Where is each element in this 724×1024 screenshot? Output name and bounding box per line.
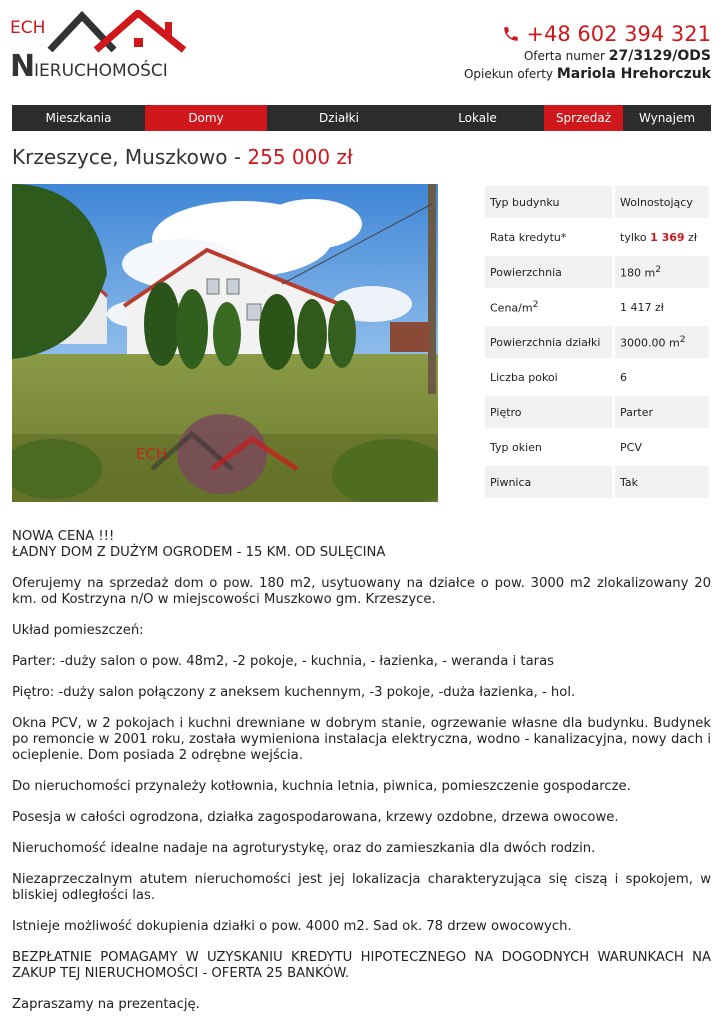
company-logo[interactable] <box>10 10 195 82</box>
detail-value: 1 417 zł <box>620 300 664 314</box>
plot-area-sup: 2 <box>679 334 686 346</box>
nav-item-lokale[interactable]: Lokale <box>458 111 497 125</box>
detail-key: Powierzchnia działki <box>485 326 615 358</box>
description-paragraph: Posesja w całości ogrodzona, działka zagospodarowana, krzewy ozdobne, drzewa owocowe. <box>12 810 619 825</box>
nav-item-wynajem[interactable]: Wynajem <box>638 111 696 125</box>
price-per-m-sup: 2 <box>532 299 539 311</box>
offer-number: 27/3129/ODS <box>608 48 711 64</box>
listing-description <box>12 529 711 1024</box>
offer-label: Oferta numer <box>523 49 605 63</box>
detail-row <box>485 256 709 288</box>
description-paragraph: Do nieruchomości przynależy kotłownia, kuchnia letnia, piwnica, pomieszczenie gospodarcze. <box>12 779 631 794</box>
description-paragraph: Zapraszamy na prezentację. <box>12 997 200 1012</box>
area-unit-sup: 2 <box>655 264 662 276</box>
detail-value: Parter <box>615 396 709 428</box>
contact-block <box>464 21 711 83</box>
detail-row <box>485 431 709 463</box>
detail-value: 6 <box>620 370 627 384</box>
listing-location: Krzeszyce, Muszkowo - <box>12 145 248 169</box>
installment-prefix: tylko <box>620 230 651 244</box>
details-table <box>485 183 709 501</box>
detail-key: Liczba pokoi <box>485 361 615 393</box>
detail-key: Piwnica <box>485 466 615 498</box>
description-paragraph: Istnieje możliwość dokupienia działki o pow. 4000 m2. Sad ok. 78 drzew owocowych. <box>12 919 572 934</box>
detail-row <box>485 186 709 218</box>
detail-key <box>485 291 615 323</box>
property-photo[interactable] <box>12 184 438 502</box>
detail-row <box>485 396 709 428</box>
description-paragraph: BEZPŁATNIE POMAGAMY W UZYSKANIU KREDYTU HIPOTECZNEGO NA DOGODNYCH WARUNKACH NA ZAKUP TEJ NIERUCHOMOŚCI - OFERTA 25 BANKÓW. <box>12 950 711 981</box>
listing-title <box>12 145 353 169</box>
description-intro <box>12 529 711 561</box>
agent-name: Mariola Hrehorczuk <box>556 66 711 82</box>
installment-suffix: zł <box>684 230 697 244</box>
agent-line <box>464 65 711 83</box>
description-paragraph: Parter: -duży salon o pow. 48m2, -2 pokoje, - kuchnia, - łazienka, - weranda i taras <box>12 654 555 669</box>
offer-number-line <box>464 47 711 65</box>
nav-item-sprzedaz[interactable]: Sprzedaż <box>544 105 623 131</box>
phone-number: +48 602 394 321 <box>526 22 711 46</box>
detail-key: Powierzchnia <box>485 256 615 288</box>
detail-row <box>485 466 709 498</box>
logo-text-initial: N <box>10 49 36 82</box>
detail-row <box>485 326 709 358</box>
detail-row <box>485 221 709 253</box>
plot-area-value: 3000.00 m <box>620 336 680 350</box>
logo-text-main: IERUCHOMOŚCI <box>34 61 168 81</box>
detail-row <box>485 291 709 323</box>
nav-item-mieszkania[interactable]: Mieszkania <box>45 111 112 125</box>
detail-value: PCV <box>620 440 642 454</box>
logo-graphic <box>10 10 195 82</box>
photo-watermark: ECH <box>136 445 168 463</box>
description-paragraph: Piętro: -duży salon połączony z aneksem kuchennym, -3 pokoje, -duża łazienka, - hol. <box>12 685 576 700</box>
description-paragraph: Oferujemy na sprzedaż dom o pow. 180 m2, usytuowany na działce o pow. 3000 m2 zlokalizowany 20 km. od Kostrzyna n/O w miejscowości Muszkowo gm. Krzeszyce. <box>12 576 711 607</box>
nav-item-domy[interactable]: Domy <box>145 105 267 131</box>
nav-item-dzialki[interactable]: Działki <box>319 111 359 125</box>
detail-value: Tak <box>615 466 709 498</box>
detail-value <box>615 326 709 358</box>
detail-key: Rata kredytu* <box>485 221 615 253</box>
detail-row <box>485 361 709 393</box>
description-paragraph: Okna PCV, w 2 pokojach i kuchni drewniane w dobrym stanie, ogrzewanie własne dla budynku. Budynek po remoncie w 2001 roku, została wymieniona instalacja elektryczna, wodno - kanalizacyjna, nowy dach i ocieplenie. Dom posiada 2 odrębne wejścia. <box>12 716 711 763</box>
agent-label: Opiekun oferty <box>463 67 554 81</box>
description-paragraph: Nieruchomość idealne nadaje na agroturystykę, oraz do zamieszkania dla dwóch rodzin. <box>12 841 596 856</box>
house-photo-illustration <box>12 184 438 502</box>
price-per-m-label: Cena/m <box>490 301 533 315</box>
area-value: 180 m <box>620 266 656 280</box>
main-nav <box>12 105 711 131</box>
detail-key: Typ okien <box>485 431 615 463</box>
installment-amount: 1 369 <box>650 230 685 244</box>
detail-value <box>615 221 709 253</box>
intro-line-2: ŁADNY DOM Z DUŻYM OGRODEM - 15 KM. OD SULĘCINA <box>12 545 386 560</box>
detail-key: Piętro <box>485 396 615 428</box>
listing-price: 255 000 zł <box>247 145 353 169</box>
phone-link[interactable] <box>464 21 711 47</box>
logo-text-top: ECH <box>10 18 46 38</box>
detail-key: Typ budynku <box>485 186 615 218</box>
intro-line-1: NOWA CENA !!! <box>12 529 115 544</box>
detail-value: Wolnostojący <box>615 186 709 218</box>
description-paragraph: Układ pomieszczeń: <box>12 623 144 638</box>
detail-value <box>615 256 709 288</box>
description-paragraph: Niezaprzeczalnym atutem nieruchomości jest jej lokalizacja charakteryzująca się ciszą i spokojem, w bliskiej odległości las. <box>12 872 711 903</box>
phone-icon <box>502 25 520 43</box>
